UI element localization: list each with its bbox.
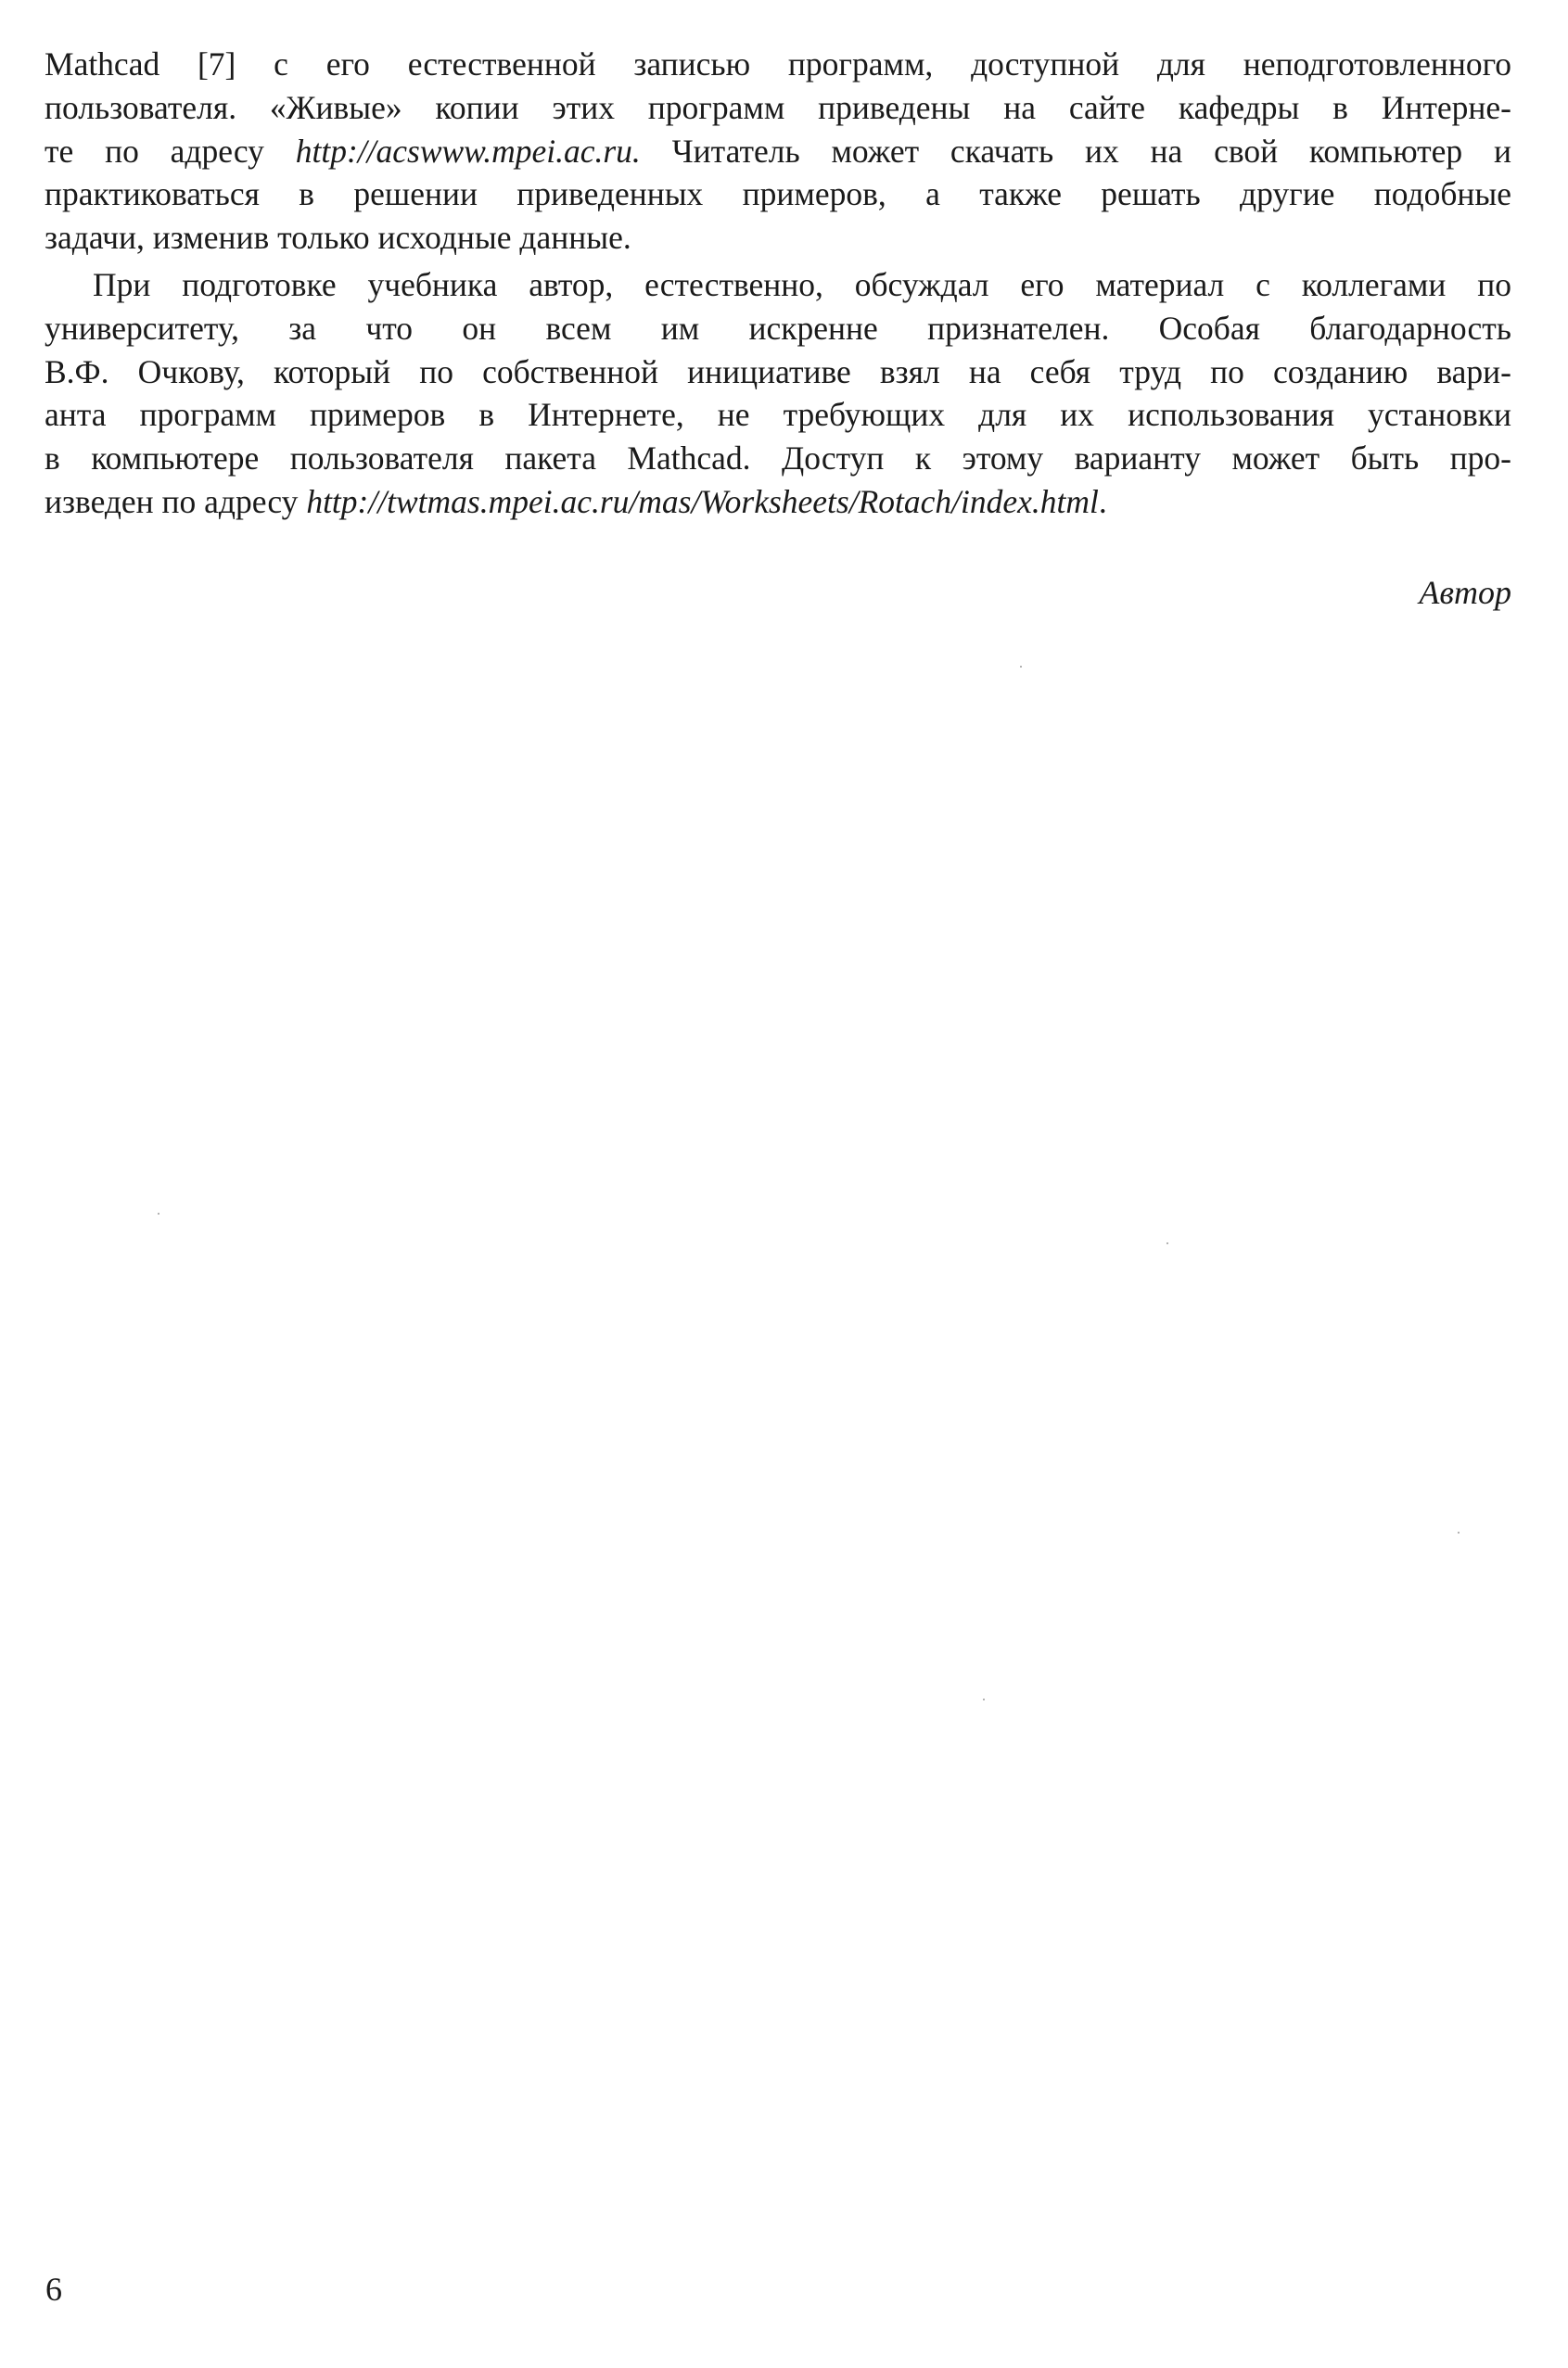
url-link-acswww[interactable]: http://acswww.mpei.ac.ru. xyxy=(295,132,641,170)
text-line: задачи, изменив только исходные данные. xyxy=(45,219,631,257)
text-line: университету, за что он всем им искренне признателен. Особая благодарность xyxy=(45,309,1511,347)
text-line: в компьютере пользователя пакета Mathcad. Доступ к этому варианту может быть про- xyxy=(45,439,1511,477)
text-line: пользователя. «Живые» копии этих программ приведены на сайте кафедры в Интерне- xyxy=(45,88,1511,126)
author-signature: Автор xyxy=(1419,574,1511,611)
scan-speck xyxy=(1166,1242,1168,1244)
page-number: 6 xyxy=(45,2271,62,2308)
text-line: изведен по адресу http://twtmas.mpei.ac.ru/mas/Worksheets/Rotach/index.html. xyxy=(45,482,1107,520)
scan-speck xyxy=(983,1699,985,1700)
page-body xyxy=(45,43,1511,524)
text-line: практиковаться в решении приведенных примеров, а также решать другие подобные xyxy=(45,175,1511,213)
paragraph-1 xyxy=(45,43,1511,260)
scan-speck xyxy=(1458,1532,1460,1534)
text-line: те по адресу http://acswww.mpei.ac.ru. Читатель может скачать их на свой компьютер и xyxy=(45,132,1511,170)
paragraph-2 xyxy=(45,263,1511,524)
text-line: При подготовке учебника автор, естественно, обсуждал его материал с коллегами по xyxy=(93,265,1511,303)
scan-speck xyxy=(158,1213,159,1215)
text-line: В.Ф. Очкову, который по собственной инициативе взял на себя труд по созданию вари- xyxy=(45,352,1511,390)
url-link-twtmas[interactable]: http://twtmas.mpei.ac.ru/mas/Worksheets/Rotach/index.html xyxy=(306,482,1099,520)
text-line: Mathcad [7] с его естественной записью программ, доступной для неподготовленного xyxy=(45,45,1511,83)
text-line: анта программ примеров в Интернете, не требующих для их использования установки xyxy=(45,396,1511,434)
scan-speck xyxy=(1020,666,1022,668)
